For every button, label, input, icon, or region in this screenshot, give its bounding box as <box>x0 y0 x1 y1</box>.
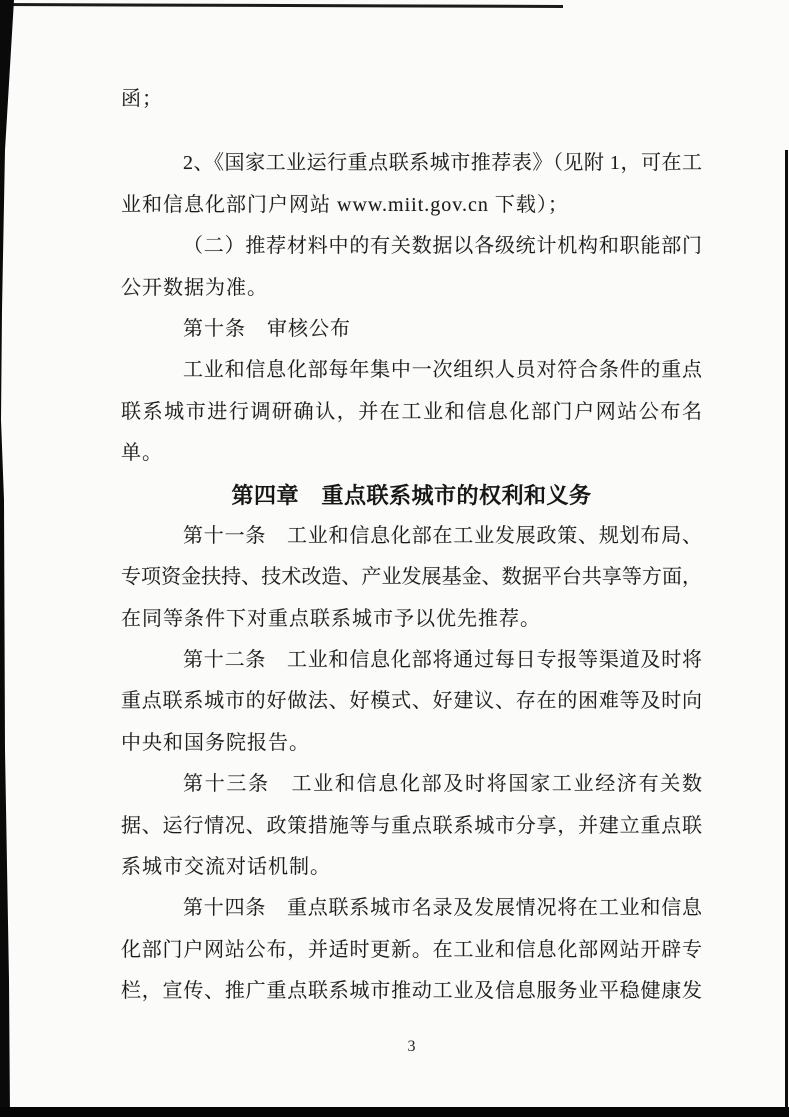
text-line: 第十四条 重点联系城市名录及发展情况将在工业和信息 <box>183 897 702 920</box>
text-line: 系城市交流对话机制。 <box>121 856 331 879</box>
text-line: 业和信息化部门户网站 www.miit.gov.cn 下载）； <box>121 193 569 216</box>
text-line: 联系城市进行调研确认，并在工业和信息化部门户网站公布名 <box>121 400 702 423</box>
scan-edge-top <box>0 3 563 8</box>
text-line: 栏，宣传、推广重点联系城市推动工业及信息服务业平稳健康发 <box>121 980 702 1003</box>
text-line: 第十一条 工业和信息化部在工业发展政策、规划布局、 <box>183 524 702 547</box>
text-line: 中央和国务院报告。 <box>121 731 310 754</box>
text-line: 据、运行情况、政策措施等与重点联系城市分享，并建立重点联 <box>121 814 702 837</box>
text-line: 重点联系城市的好做法、好模式、好建议、存在的困难等及时向 <box>121 690 702 713</box>
text-line: 第十三条 工业和信息化部及时将国家工业经济有关数 <box>183 773 702 796</box>
scan-edge-bottom <box>0 1107 789 1117</box>
document-body <box>121 79 702 1013</box>
text-line: 化部门户网站公布，并适时更新。在工业和信息化部网站开辟专 <box>121 938 702 961</box>
chapter-heading: 第四章 重点联系城市的权利和义务 <box>231 482 592 508</box>
text-line: 工业和信息化部每年集中一次组织人员对符合条件的重点 <box>183 359 702 382</box>
text-line: 第十二条 工业和信息化部将通过每日专报等渠道及时将 <box>183 649 702 672</box>
text-line: 专项资金扶持、技术改造、产业发展基金、数据平台共享等方面， <box>121 566 702 589</box>
article-title: 第十条 审核公布 <box>183 317 351 340</box>
text-line: 函； <box>121 88 163 110</box>
text-line: 在同等条件下对重点联系城市予以优先推荐。 <box>121 607 541 630</box>
text-line: （二）推荐材料中的有关数据以各级统计机构和职能部门 <box>183 235 702 258</box>
text-line: 公开数据为准。 <box>121 276 268 299</box>
text-line: 单。 <box>121 442 163 465</box>
scan-edge-left <box>0 0 20 1117</box>
scan-edge-right <box>785 150 788 1117</box>
page-number: 3 <box>407 1038 416 1055</box>
text-line: 2、《国家工业运行重点联系城市推荐表》（见附 1，可在工 <box>183 152 702 175</box>
